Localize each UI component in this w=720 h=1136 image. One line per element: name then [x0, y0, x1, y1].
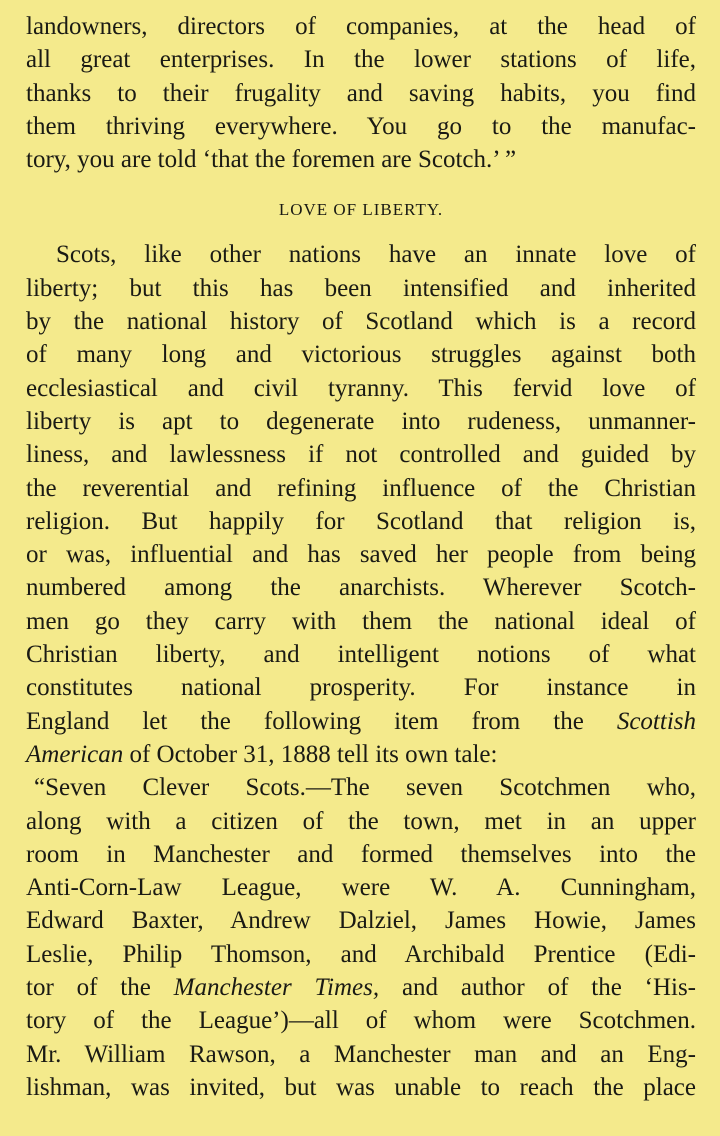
- text-line: men go they carry with them the national ideal of: [26, 607, 696, 635]
- text-line-mixed: [26, 705, 696, 738]
- text-line: Anti-Corn-Law League, were W. A. Cunningham,: [26, 874, 696, 902]
- text-line: thanks to their frugality and saving habits, you find: [26, 79, 696, 107]
- text-line: Christian liberty, and intelligent notions of what: [26, 641, 696, 669]
- text-segment: England let the following item from the: [26, 707, 584, 735]
- paragraph-love-of-liberty: [26, 238, 696, 771]
- text-line: liberty; but this has been intensified and inherited: [26, 274, 696, 302]
- text-line: Scots, like other nations have an innate love of: [56, 241, 696, 269]
- text-line: constitutes national prosperity. For instance in: [26, 674, 696, 702]
- text-line: liness, and lawlessness if not controlled and guided by: [26, 441, 696, 469]
- text-line: the reverential and refining influence of the Christian: [26, 474, 696, 502]
- italic-title-segment: Scottish: [616, 707, 696, 735]
- text-line: or was, influential and has saved her people from being: [26, 541, 696, 569]
- text-line-mixed: [26, 738, 696, 771]
- text-line: along with a citizen of the town, met in an upper: [26, 807, 696, 835]
- text-line: lishman, was invited, but was unable to reach the place: [26, 1073, 696, 1101]
- text-line: numbered among the anarchists. Wherever Scotch-: [26, 574, 696, 602]
- text-line: landowners, directors of companies, at the head of: [26, 13, 696, 40]
- text-line: religion. But happily for Scotland that religion is,: [26, 507, 696, 535]
- paragraph-intro: [26, 10, 696, 176]
- text-segment: and author of the ‘His-: [401, 974, 697, 1002]
- text-line: of many long and victorious struggles against both: [26, 341, 696, 369]
- text-line: all great enterprises. In the lower stations of life,: [26, 46, 696, 74]
- text-line-mixed: [26, 971, 696, 1004]
- italic-title-segment: Manchester Times,: [173, 974, 380, 1002]
- text-line: Mr. William Rawson, a Manchester man and an Eng-: [26, 1040, 696, 1068]
- paragraph-quote: [26, 771, 696, 1104]
- section-heading: LOVE OF LIBERTY.: [278, 200, 444, 220]
- text-line: liberty is apt to degenerate into rudeness, unmanner-: [26, 407, 696, 435]
- text-line: ecclesiastical and civil tyranny. This fervid love of: [26, 374, 696, 402]
- text-line: by the national history of Scotland which is a record: [26, 308, 696, 336]
- text-line: Edward Baxter, Andrew Dalziel, James Howie, James: [26, 907, 696, 935]
- text-line: Leslie, Philip Thomson, and Archibald Prentice (Edi-: [26, 940, 696, 968]
- text-line: room in Manchester and formed themselves into the: [26, 840, 696, 868]
- text-line: them thriving everywhere. You go to the manufac-: [26, 112, 696, 140]
- text-segment: of October 31, 1888 tell its own tale:: [129, 740, 498, 768]
- text-segment: tor of the: [26, 974, 151, 1002]
- italic-title-segment: American: [26, 740, 124, 768]
- text-line: tory, you are told ‘that the foremen are Scotch.’ ”: [26, 146, 517, 174]
- text-line: “Seven Clever Scots.—The seven Scotchmen who,: [34, 774, 696, 802]
- text-line: tory of the League’)—all of whom were Scotchmen.: [26, 1007, 696, 1035]
